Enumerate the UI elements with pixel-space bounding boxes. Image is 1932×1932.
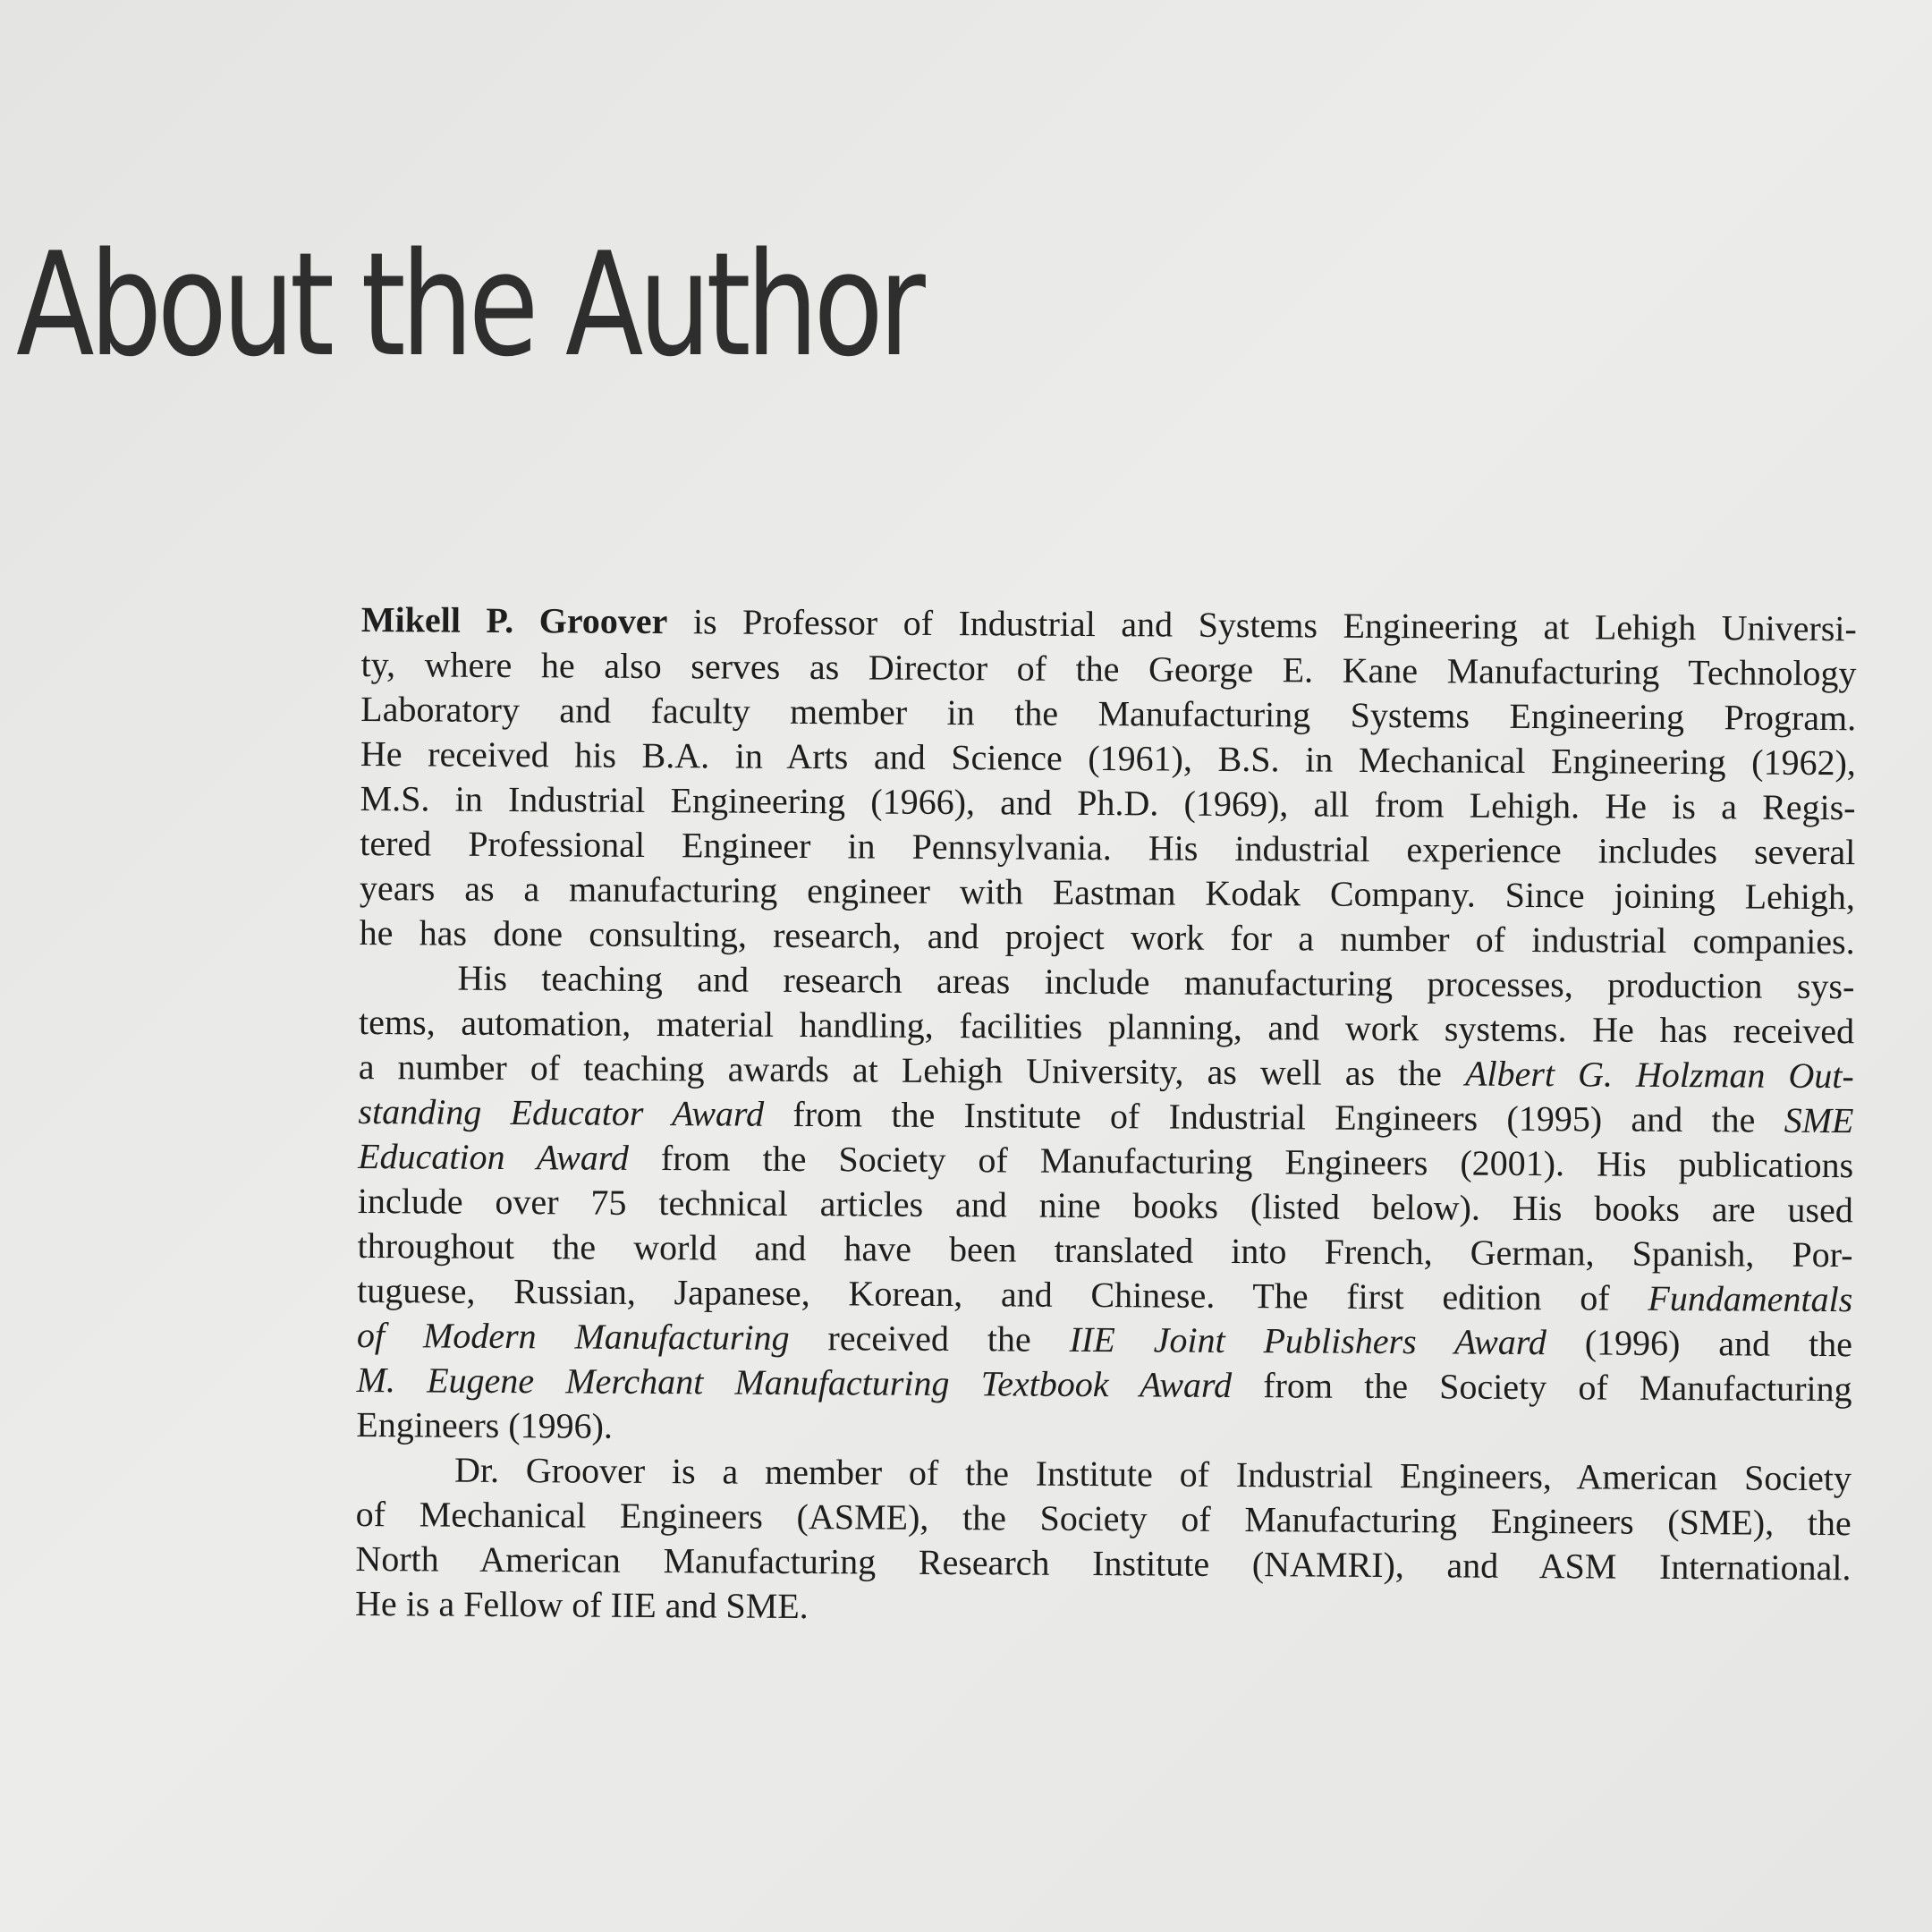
text-run: of Mechanical Engineers (ASME), the Society of Manufacturing Engineers (SME), the [355, 1493, 1852, 1544]
text-run: is Professor of Industrial and Systems Engineering at Lehigh Universi- [667, 601, 1857, 649]
text-run: throughout the world and have been translated into French, German, Spanish, Por- [357, 1224, 1853, 1275]
text-run: tered Professional Engineer in Pennsylvania. His industrial experience includes several [360, 822, 1856, 873]
text-run: years as a manufacturing engineer with Eastman Kodak Company. Since joining Lehigh, [359, 867, 1856, 918]
author-name: Mikell P. Groover [360, 598, 668, 642]
text-run: from the Society of Manufacturing Engineers (2001). His publications [628, 1137, 1854, 1186]
italic-title: Albert G. Holzman Out- [1464, 1053, 1854, 1097]
text-run: He is a Fellow of IIE and SME. [354, 1582, 809, 1627]
text-run: His teaching and research areas include manufacturing processes, production sys- [457, 957, 1855, 1007]
text-run: Engineers (1996). [356, 1403, 614, 1446]
text-run: tuguese, Russian, Japanese, Korean, and Chinese. The first edition of [357, 1269, 1648, 1318]
text-run: He received his B.A. in Arts and Science (1961), B.S. in Mechanical Engineering (1962), [360, 733, 1857, 784]
text-run: he has done consulting, research, and project work for a number of industrial companies. [359, 911, 1855, 962]
text-run: ty, where he also serves as Director of the George E. Kane Manufacturing Technology [360, 643, 1857, 694]
italic-title: IIE Joint Publishers Award [1069, 1318, 1547, 1363]
text-line [355, 1581, 1851, 1635]
text-run: from the Society of Manufacturing [1231, 1364, 1852, 1410]
text-run: M.S. in Industrial Engineering (1966), and Ph.D. (1969), all from Lehigh. He is a Regis- [360, 777, 1856, 828]
text-run: received the [789, 1317, 1070, 1360]
text-run: a number of teaching awards at Lehigh University, as well as the [358, 1046, 1466, 1094]
italic-title: standing Educator Award [358, 1090, 765, 1134]
text-run: tems, automation, material handling, facilities planning, and work systems. He has received [358, 1001, 1855, 1052]
page-title: About the Author [16, 221, 921, 389]
text-run: North American Manufacturing Research Institute (NAMRI), and ASM International. [355, 1538, 1852, 1589]
text-run: (1996) and the [1546, 1322, 1853, 1365]
text-run: include over 75 technical articles and nine books (listed below). His books are used [357, 1180, 1853, 1231]
italic-title: Education Award [358, 1135, 630, 1178]
text-run: from the Institute of Industrial Engineers (1995) and the [763, 1093, 1784, 1140]
italic-title: SME [1784, 1099, 1854, 1141]
text-run: Laboratory and faculty member in the Manufacturing Systems Engineering Program. [360, 688, 1857, 739]
author-biography [355, 597, 1857, 1635]
italic-title: of Modern Manufacturing [356, 1314, 790, 1358]
text-run: Dr. Groover is a member of the Institute of Industrial Engineers, American Society [453, 1449, 1852, 1499]
italic-title: M. Eugene Merchant Manufacturing Textbook Award [356, 1359, 1233, 1405]
italic-title: Fundamentals [1648, 1277, 1853, 1320]
